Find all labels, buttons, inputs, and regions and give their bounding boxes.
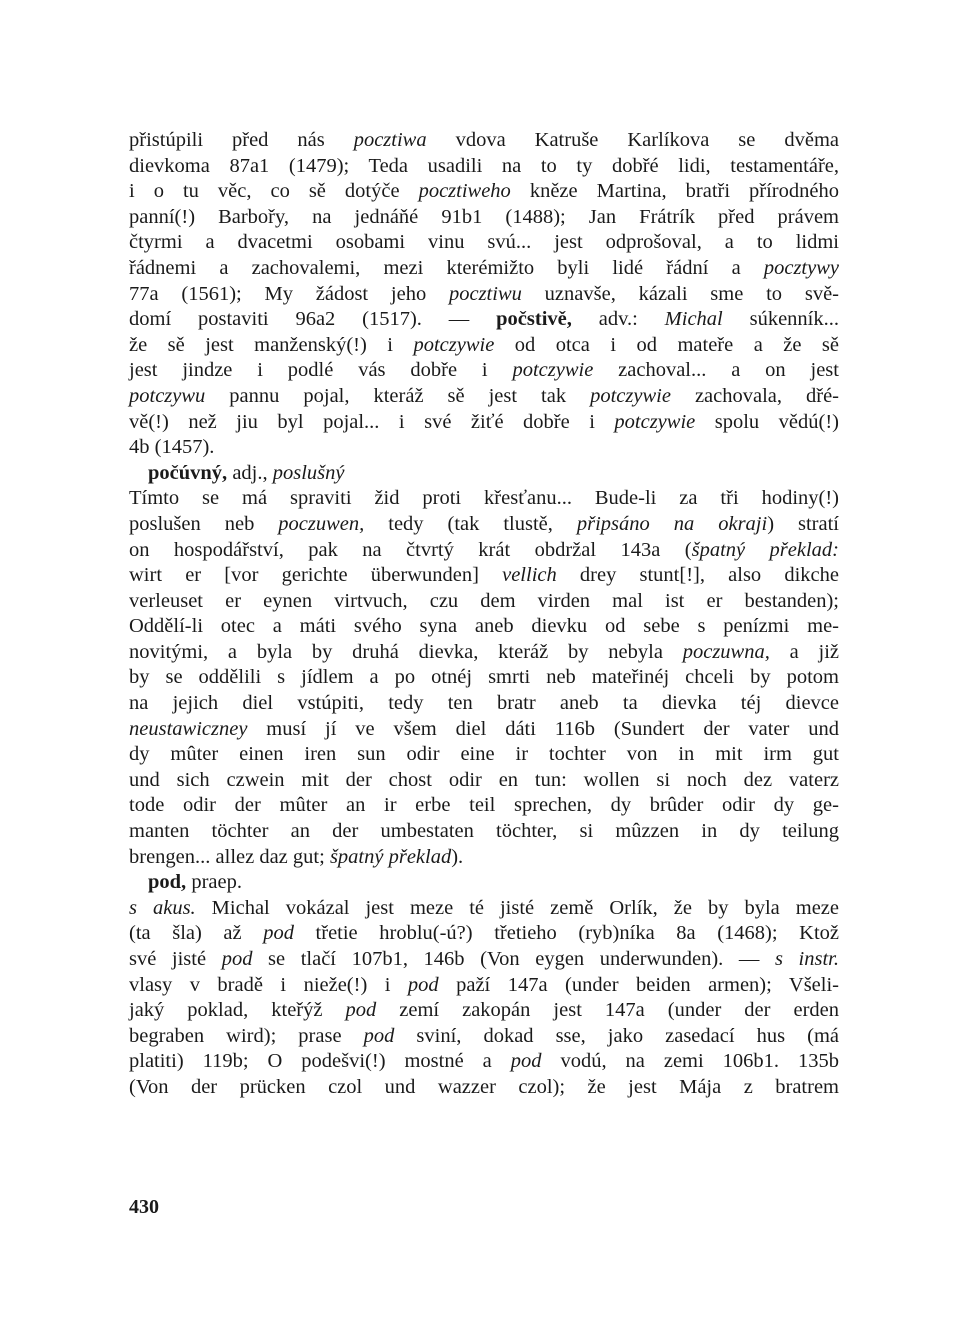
text-line bbox=[129, 947, 839, 973]
text-line bbox=[129, 742, 839, 768]
text-line bbox=[129, 845, 839, 871]
text-segment: potczywie bbox=[512, 359, 594, 382]
text-line bbox=[129, 589, 839, 615]
text-line bbox=[129, 333, 839, 359]
text-segment: poslušen neb bbox=[129, 512, 279, 535]
text-segment: vodú, na zemi 106b1. 135b bbox=[541, 1050, 839, 1073]
text-line bbox=[129, 154, 839, 180]
text-segment: neustawiczney bbox=[129, 717, 248, 740]
text-segment: uznavše, kázali sme to svě- bbox=[521, 282, 839, 305]
text-segment: pod bbox=[510, 1050, 542, 1073]
text-segment: vdova Katruše Karlíkova se dvěma bbox=[426, 129, 839, 151]
text-segment: panní(!) Barbořy, na jednáňé 91b1 (1488); Jan Frátrík před právem bbox=[129, 205, 839, 228]
text-line bbox=[129, 973, 839, 999]
text-line bbox=[129, 717, 839, 743]
text-segment: Tímto se má spraviti žid proti křesťanu... Bude-li za tři hodiny(!) bbox=[129, 487, 839, 510]
text-segment: adj., bbox=[227, 461, 273, 484]
text-segment: pocztiwa bbox=[353, 129, 427, 151]
text-segment: begraben wird); prase bbox=[129, 1024, 364, 1047]
text-line bbox=[129, 358, 839, 384]
text-segment: připsáno na okraji bbox=[576, 512, 768, 535]
entry-heading-line bbox=[129, 870, 839, 896]
text-line bbox=[129, 691, 839, 717]
text-segment: Michal bbox=[664, 308, 723, 331]
text-segment: novitými, a byla by druhá dievka, kteráž by nebyla bbox=[129, 640, 683, 663]
text-line bbox=[129, 486, 839, 512]
text-line bbox=[129, 563, 839, 589]
text-segment: jaký poklad, kteřýž bbox=[129, 999, 346, 1022]
text-line bbox=[129, 793, 839, 819]
text-segment: wirt er [vor gerichte überwunden] bbox=[129, 564, 503, 587]
text-segment: s instr. bbox=[774, 948, 840, 970]
text-line bbox=[129, 205, 839, 231]
text-segment: počúvný, bbox=[148, 461, 228, 484]
text-segment: ). bbox=[451, 845, 464, 868]
text-line bbox=[129, 384, 839, 410]
text-segment: poczuwen, bbox=[278, 512, 365, 535]
text-segment: verleuset er eynen virtvuch, czu dem virden mal ist er bestanden); bbox=[129, 589, 839, 612]
text-segment: Michal vokázal jest meze té jisté země Orlík, že by byla meze bbox=[195, 896, 839, 919]
text-line bbox=[129, 179, 839, 205]
text-segment: adv.: bbox=[571, 308, 665, 331]
text-segment: dievkoma 87a1 (1479); Teda usadili na to ty dobřé lidi, testamentáře, bbox=[129, 154, 839, 177]
text-segment: tedy (tak tlustě, bbox=[364, 512, 577, 535]
text-segment: musí jí ve všem diel dáti 116b (Sundert der vater und bbox=[247, 717, 839, 740]
text-segment: potczywie bbox=[413, 333, 495, 356]
text-segment: pannu pojal, kteráž sě jest tak bbox=[205, 384, 591, 407]
text-segment: poczuwna, bbox=[682, 640, 770, 663]
text-segment: praep. bbox=[186, 871, 242, 894]
text-segment: spolu vědú(!) bbox=[695, 410, 839, 433]
text-segment: 77a (1561); My žádost jeho bbox=[129, 282, 449, 305]
text-segment: dy mûter einen iren sun odir eine ir tochter von in mit irm gut bbox=[129, 743, 839, 766]
text-segment: i o tu věc, co sě dotýče bbox=[129, 180, 419, 203]
text-segment: ) stratí bbox=[767, 512, 839, 535]
text-segment: vě(!) než jiu byl pojal... i své žiťé dobře i bbox=[129, 410, 615, 433]
text-segment: paží 147a (under beiden armen); Všeli- bbox=[438, 973, 839, 996]
text-segment: pod, bbox=[148, 871, 187, 894]
text-segment: čtyrmi a dvacetmi osobami vinu svú... jest odprošoval, a to lidmi bbox=[129, 231, 839, 254]
text-segment: on hospodářství, pak na čtvrtý krát obdržal 143a ( bbox=[129, 538, 692, 561]
text-segment: drey stunt[!], also dikche bbox=[556, 564, 839, 587]
text-segment: súkenník... bbox=[722, 308, 839, 331]
text-segment: pocztywy bbox=[763, 256, 839, 279]
text-line bbox=[129, 256, 839, 282]
text-segment: své jisté bbox=[129, 948, 222, 970]
text-line bbox=[129, 768, 839, 794]
text-segment: jest jindze i podlé vás dobře i bbox=[129, 359, 513, 382]
text-segment: potczywu bbox=[129, 384, 206, 407]
text-segment: pod bbox=[363, 1024, 395, 1047]
text-segment: potczywie bbox=[614, 410, 696, 433]
text-segment: pod bbox=[407, 973, 439, 996]
text-segment: špatný překlad bbox=[329, 845, 452, 868]
text-segment: řádnemi a zachovalemi, mezi kterémižto byli lidé řádní a bbox=[129, 256, 764, 279]
text-segment: tode odir der mûter an ir erbe teil sprechen, dy brûder odir dy ge- bbox=[129, 794, 839, 817]
text-segment: domí postaviti 96a2 (1517). — bbox=[129, 308, 497, 331]
text-segment: potczywie bbox=[590, 384, 671, 407]
text-segment: a již bbox=[769, 640, 839, 663]
text-line bbox=[129, 1049, 839, 1075]
text-segment: zemí zakopán jest 147a (under der erden bbox=[376, 999, 839, 1022]
text-segment: pocztiwu bbox=[448, 282, 522, 305]
text-segment: manten töchter an der umbestaten töchter, si mûzzen in dy teilung bbox=[129, 820, 839, 843]
text-segment: vlasy v bradě i nieže(!) i bbox=[129, 973, 408, 996]
text-line bbox=[129, 410, 839, 436]
text-line bbox=[129, 819, 839, 845]
text-line bbox=[129, 307, 839, 333]
text-segment: (Von der prücken czol und wazzer czol); že jest Mája z bratrem bbox=[129, 1075, 839, 1098]
text-line bbox=[129, 282, 839, 308]
text-segment: na jejich diel vstúpiti, tedy ten bratr aneb ta dievka téj dievce bbox=[129, 692, 839, 715]
text-line bbox=[129, 665, 839, 691]
text-line bbox=[129, 896, 839, 922]
page-number: 430 bbox=[129, 1196, 159, 1218]
text-segment: platiti) 119b; O podešvi(!) mostné a bbox=[129, 1050, 511, 1073]
text-segment: přistúpili před nás bbox=[129, 129, 354, 151]
text-segment: 4b (1457). bbox=[129, 436, 215, 459]
text-segment: sviní, dokad sse, jako zasedací hus (má bbox=[394, 1024, 839, 1047]
text-segment: vellich bbox=[502, 564, 557, 587]
text-line bbox=[129, 998, 839, 1024]
text-segment: že sě jest manženský(!) i bbox=[129, 333, 414, 356]
page-text bbox=[129, 128, 839, 1101]
text-segment: se tlačí 107b1, 146b (Von eygen underwunden). — bbox=[252, 948, 775, 970]
text-segment: zachovala, dřé- bbox=[670, 384, 839, 407]
text-line bbox=[129, 512, 839, 538]
text-segment: třetie hroblu(-ú?) třetieho (ryb)níka 8a (1468); Ktož bbox=[293, 922, 839, 945]
text-line bbox=[129, 640, 839, 666]
text-line bbox=[129, 538, 839, 564]
text-line bbox=[129, 1024, 839, 1050]
text-segment: špatný překlad: bbox=[691, 538, 839, 561]
text-segment: zachoval... a on jest bbox=[593, 359, 839, 382]
text-line bbox=[129, 614, 839, 640]
text-segment: pocztiweho bbox=[418, 180, 511, 203]
text-segment: pod bbox=[345, 999, 377, 1022]
text-segment: počstivě, bbox=[496, 308, 572, 331]
text-segment: Oddělí-li otec a máti svého syna aneb dievku od sebe s penízmi me- bbox=[129, 615, 839, 638]
text-line bbox=[129, 921, 839, 947]
text-segment: kněze Martina, bratři přírodného bbox=[510, 180, 839, 203]
text-line bbox=[129, 230, 839, 256]
text-segment: und sich czwein mit der chost odir en tun: wollen si noch dez vaterz bbox=[129, 768, 839, 791]
text-segment: pod bbox=[221, 948, 253, 970]
entry-heading-line bbox=[129, 461, 839, 487]
text-line bbox=[129, 128, 839, 154]
text-segment: s akus. bbox=[129, 896, 196, 919]
text-segment: brengen... allez daz gut; bbox=[129, 845, 330, 868]
text-segment: (ta šla) až bbox=[129, 922, 264, 945]
text-line bbox=[129, 1075, 839, 1101]
text-segment: by se oddělili s jídlem a po otnéj smrti neb mateřinéj chceli by potom bbox=[129, 666, 839, 689]
text-segment: poslušný bbox=[272, 461, 345, 484]
text-segment: pod bbox=[263, 922, 294, 945]
text-line bbox=[129, 435, 839, 461]
text-segment: od otca i od mateře a že sě bbox=[494, 333, 840, 356]
